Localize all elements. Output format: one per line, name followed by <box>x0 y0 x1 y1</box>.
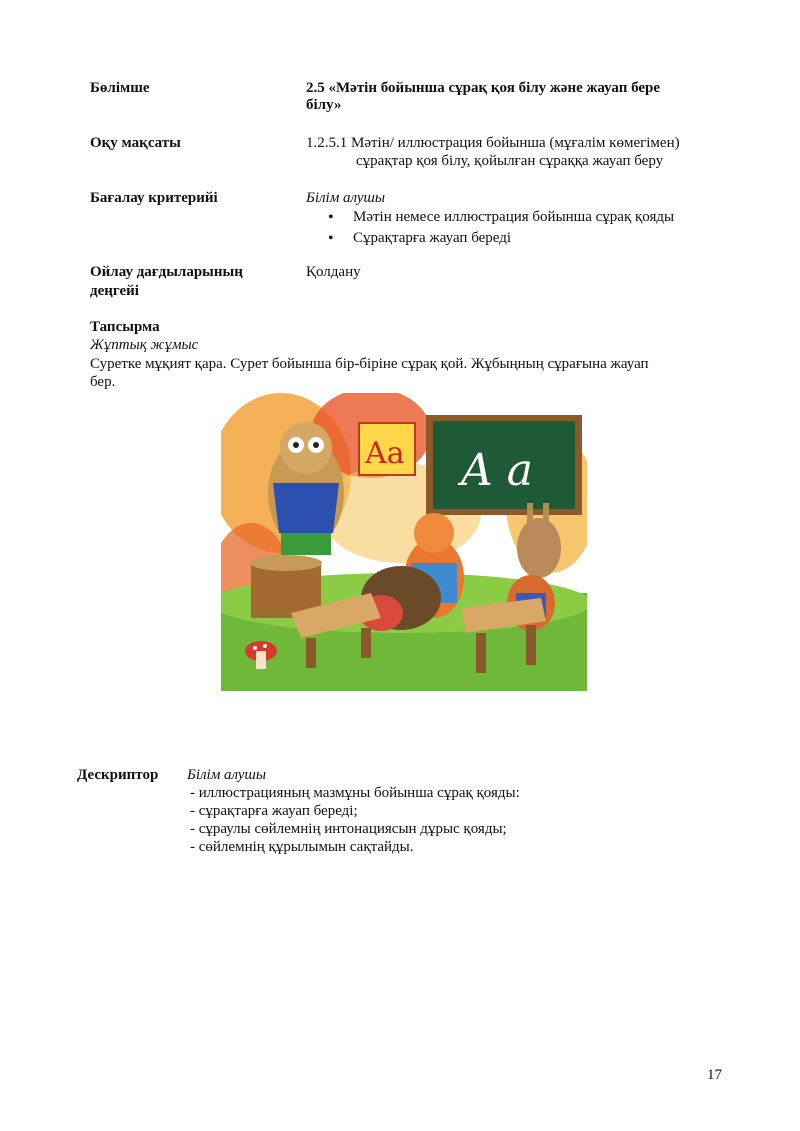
classroom-illustration <box>221 393 587 691</box>
criteria-label: Бағалау критерийі <box>90 190 218 206</box>
thinking-value: Қолдану <box>306 264 361 280</box>
board-letters: A a <box>461 445 533 496</box>
section-label: Бөлімше <box>90 80 150 96</box>
criteria-list <box>306 207 674 249</box>
descriptor-subject: Білім алушы <box>187 767 267 783</box>
descriptor-list <box>190 784 520 856</box>
task-text-line2: бер. <box>90 374 116 390</box>
task-text-line1: Суретке мұқият қара. Сурет бойынша бір-біріне сұрақ қой. Жұбыңның сұрағына жауап <box>90 356 649 372</box>
objective-label: Оқу мақсаты <box>90 135 181 151</box>
section-value-line2: білу» <box>306 97 342 113</box>
criteria-item: • Мәтін немесе иллюстрация бойынша сұрақ қояды <box>306 207 674 228</box>
card-letters: Aa <box>365 436 405 471</box>
task-mode: Жұптық жұмыс <box>90 337 199 353</box>
thinking-label-line2: деңгейі <box>90 283 139 299</box>
task-title: Тапсырма <box>90 319 160 335</box>
descriptor-item: - иллюстрацияның мазмұны бойынша сұрақ қояды: <box>190 785 520 801</box>
criteria-subject: Білім алушы <box>306 190 386 206</box>
objective-value-line2: сұрақтар қоя білу, қойылған сұраққа жауап беру <box>356 153 664 169</box>
descriptor-label: Дескриптор <box>77 767 159 783</box>
objective-value-line1: 1.2.5.1 Мәтін/ иллюстрация бойынша (мұғалім көмегімен) <box>306 135 680 151</box>
descriptor-item: - сұрақтарға жауап береді; <box>190 803 358 819</box>
thinking-label-line1: Ойлау дағдыларының <box>90 264 243 280</box>
page-number: 17 <box>707 1067 722 1083</box>
descriptor-item: - сұраулы сөйлемнің интонациясын дұрыс қояды; <box>190 821 507 837</box>
section-value-line1: 2.5 «Мәтін бойынша сұрақ қоя білу және жауап бере <box>306 80 661 96</box>
criteria-item: • Сұрақтарға жауап береді <box>306 228 674 249</box>
descriptor-item: - сөйлемнің құрылымын сақтайды. <box>190 839 414 855</box>
